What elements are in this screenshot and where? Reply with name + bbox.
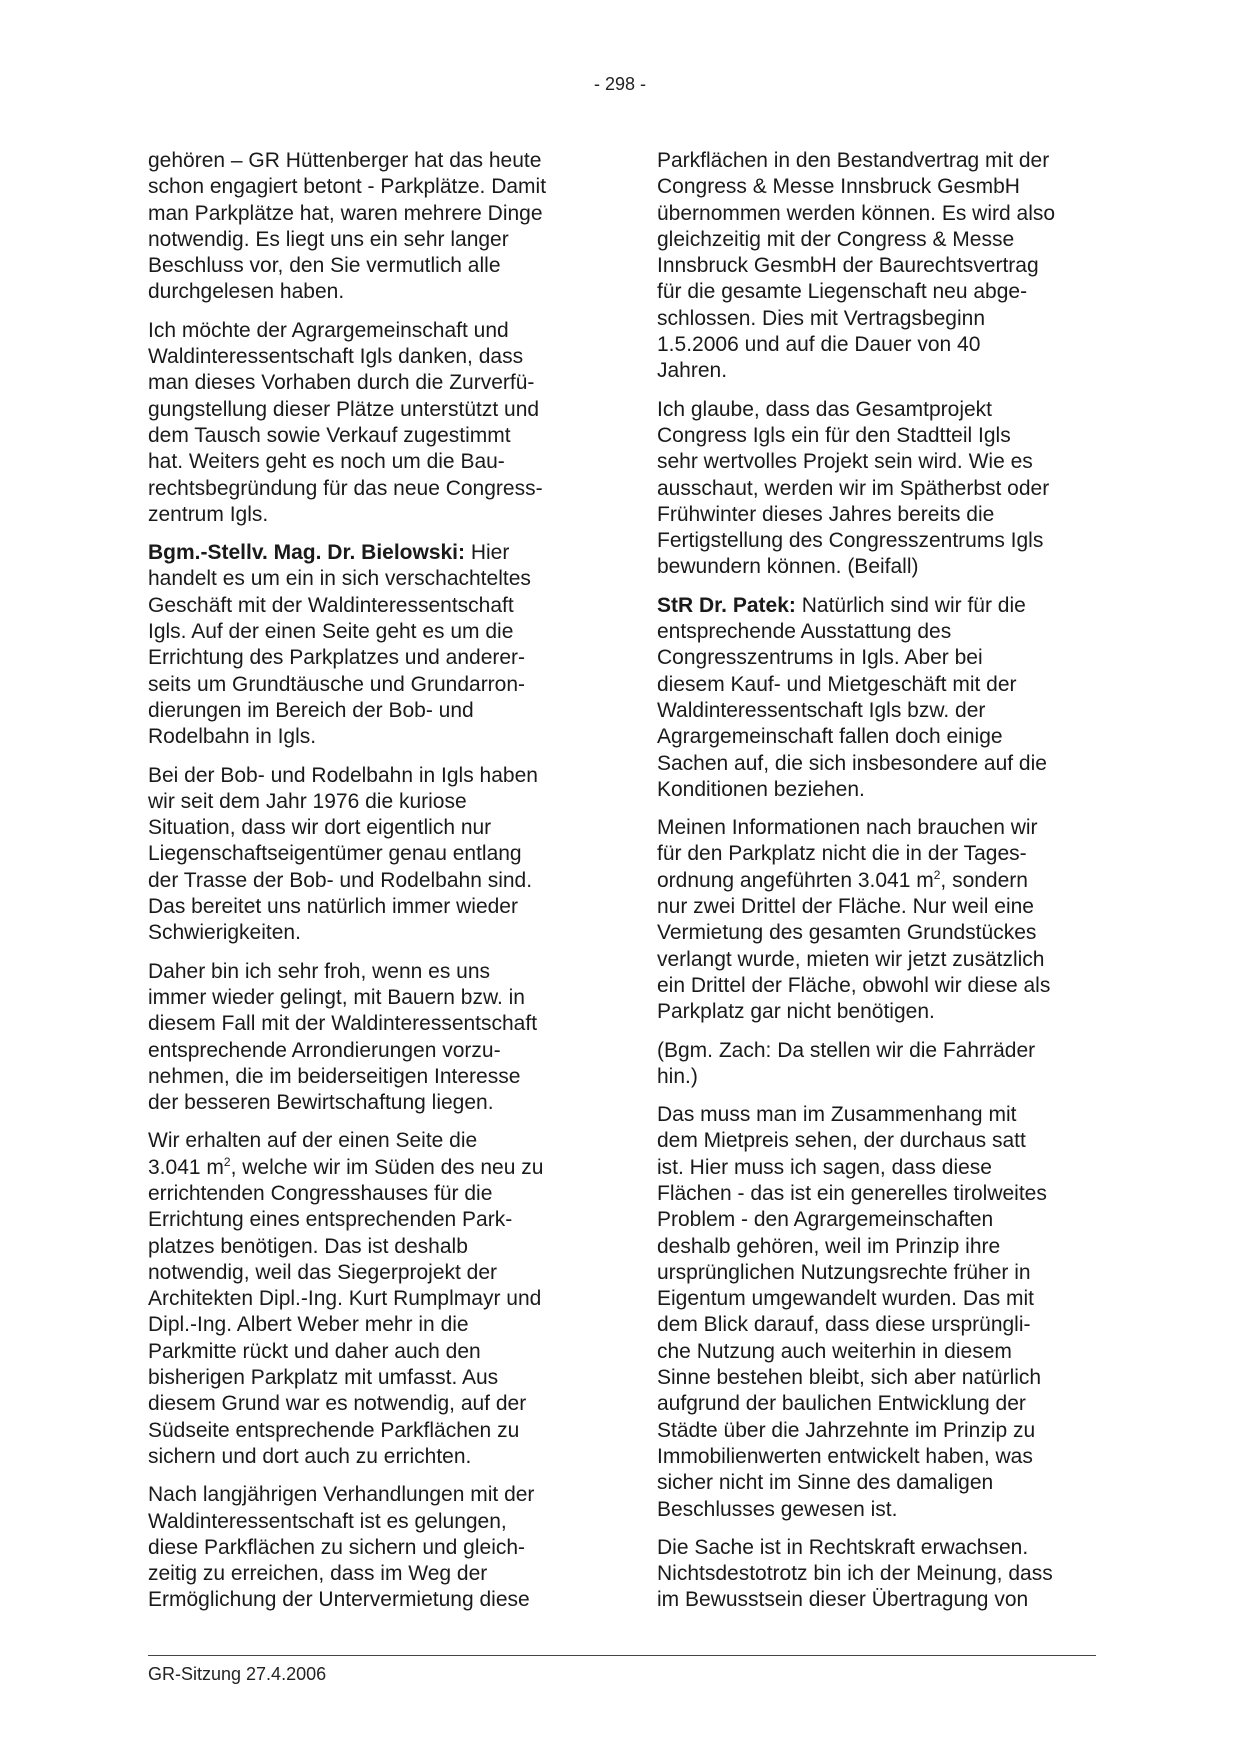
paragraph: gehören – GR Hüttenberger hat das heute schon engagiert betont - Parkplätze. Damit man Parkplätze hat, waren mehrere Dinge notwendig. Es liegt uns ein sehr langer Beschluss vor, den Sie vermutlich alle durchgelesen haben.	[148, 149, 547, 304]
paragraph-text: Meinen Informationen nach brauchen wir für den Parkplatz nicht die in der Tages- ordnung angeführten 3.041 m	[657, 816, 1038, 892]
speech-paragraph	[657, 593, 1097, 803]
paragraph: Daher bin ich sehr froh, wenn es uns immer wieder gelingt, mit Bauern bzw. in diesem Fall mit der Waldinteressentschaft entsprechende Arrondierungen vorzu- nehmen, die im beiderseitigen Interesse der besseren Bewirtschaftung liegen.	[148, 959, 538, 1115]
footer-session-date: GR-Sitzung 27.4.2006	[148, 1664, 327, 1684]
left-column	[148, 148, 588, 1626]
speech-paragraph	[148, 540, 588, 750]
speaker-name: Bgm.-Stellv. Mag. Dr. Bielowski:	[148, 541, 466, 565]
paragraph	[657, 815, 1097, 1025]
paragraph: Parkflächen in den Bestandvertrag mit der Congress & Messe Innsbruck GesmbH übernommen werden können. Es wird also gleichzeitig mit der Congress & Messe Innsbruck GesmbH der Baurechtsvertrag für die gesamte Liegenschaft neu abge- schlossen. Dies mit Vertragsbeginn 1.5.2006 und auf die Dauer von 40 Jahren.	[657, 149, 1056, 383]
superscript: 2	[223, 1154, 231, 1169]
footer-divider	[148, 1655, 1096, 1656]
paragraph-text: Wir erhalten auf der einen Seite die 3.041 m	[148, 1129, 478, 1179]
interjection-paragraph: (Bgm. Zach: Da stellen wir die Fahrräder hin.)	[657, 1038, 1036, 1088]
paragraph: Ich glaube, dass das Gesamtprojekt Congress Igls ein für den Stadtteil Igls sehr wertvolles Projekt sein wird. Wie es ausschaut, werden wir im Spätherbst oder Frühwinter dieses Jahres bereits die Fertigstellung des Congresszentrums Igls bewundern können. (Beifall)	[657, 397, 1050, 579]
paragraph-text: , sondern nur zwei Drittel der Fläche. Nur weil eine Vermietung des gesamten Grundstückes verlangt wurde, mieten wir jetzt zusätzlich ein Drittel der Fläche, obwohl wir diese als Parkplatz gar nicht benötigen.	[657, 868, 1051, 1024]
paragraph: Die Sache ist in Rechtskraft erwachsen. Nichtsdestotrotz bin ich der Meinung, dass im Bewusstsein dieser Übertragung von	[657, 1535, 1053, 1612]
right-column	[657, 148, 1097, 1626]
paragraph: Nach langjährigen Verhandlungen mit der Waldinteressentschaft ist es gelungen, diese Parkflächen zu sichern und gleich- zeitig zu erreichen, dass im Weg der Ermöglichung der Untervermietung diese	[148, 1483, 535, 1612]
paragraph: Bei der Bob- und Rodelbahn in Igls haben wir seit dem Jahr 1976 die kuriose Situation, dass wir dort eigentlich nur Liegenschaftseigentümer genau entlang der Trasse der Bob- und Rodelbahn sind. Das bereitet uns natürlich immer wieder Schwierigkeiten.	[148, 763, 538, 945]
paragraph-text: , welche wir im Süden des neu zu errichtenden Congresshauses für die Errichtung eines entsprechenden Park- platzes benötigen. Das ist deshalb notwendig, weil das Siegerprojekt der Architekten Dipl.-Ing. Kurt Rumplmayr und Dipl.-Ing. Albert Weber mehr in die Parkmitte rückt und daher auch den bisherigen Parkplatz mit umfasst. Aus diesem Grund war es notwendig, auf der Südseite entsprechende Parkflächen zu sichern und dort auch zu errichten.	[148, 1155, 544, 1468]
paragraph	[148, 1128, 588, 1470]
paragraph: Ich möchte der Agrargemeinschaft und Waldinteressentschaft Igls danken, dass man dieses Vorhaben durch die Zurverfü- gungstellung dieser Plätze unterstützt und dem Tausch sowie Verkauf zugestimmt hat. Weiters geht es noch um die Bau- rechtsbegründung für das neue Congress- zentrum Igls.	[148, 318, 543, 526]
speech-text: Natürlich sind wir für die entsprechende Ausstattung des Congresszentrums in Igls. Aber bei diesem Kauf- und Mietgeschäft mit der Waldinteressentschaft Igls bzw. der Agrargemeinschaft fallen doch einige Sachen auf, die sich insbesondere auf die Konditionen beziehen.	[657, 593, 1047, 801]
page-number: - 298 -	[593, 74, 647, 94]
paragraph: Das muss man im Zusammenhang mit dem Mietpreis sehen, der durchaus satt ist. Hier muss ich sagen, dass diese Flächen - das ist ein generelles tirolweites Problem - den Agrargemeinschaften deshalb gehören, weil im Prinzip ihre ursprünglichen Nutzungsrechte früher in Eigentum umgewandelt wurden. Das mit dem Blick darauf, dass diese ursprüngli- che Nutzung auch weiterhin in diesem Sinne bestehen bleibt, sich aber natürlich aufgrund der baulichen Entwicklung der Städte über die Jahrzehnte im Prinzip zu Immobilienwerten entwickelt haben, was sicher nicht im Sinne des damaligen Beschlusses gewesen ist.	[657, 1103, 1047, 1521]
speech-text: Hier handelt es um ein in sich verschachteltes Geschäft mit der Waldinteressentschaft Igls. Auf der einen Seite geht es um die Errichtung des Parkplatzes und anderer- seits um Grundtäusche und Grundarron- dierungen im Bereich der Bob- und Rodelbahn in Igls.	[148, 541, 531, 749]
speaker-name: StR Dr. Patek:	[657, 593, 796, 617]
superscript: 2	[933, 867, 941, 882]
